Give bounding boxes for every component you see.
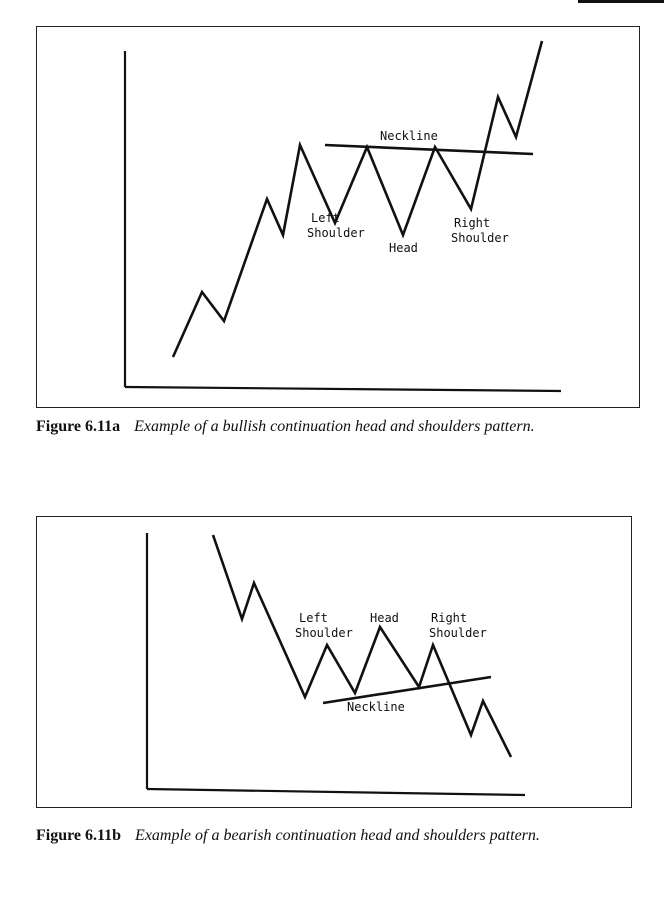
right-shoulder-label-line1: Right: [454, 216, 491, 230]
right-shoulder-label-line2: Shoulder: [451, 231, 509, 245]
price-line: [173, 41, 542, 357]
figure-6-11b-caption: [36, 826, 646, 845]
price-line: [213, 535, 511, 757]
neckline-label: Neckline: [347, 700, 405, 714]
right-shoulder-label-line1: Right: [431, 611, 468, 625]
figure-6-11b-diagram: [37, 517, 633, 809]
x-axis: [125, 387, 561, 391]
page-top-rule: [578, 0, 664, 3]
head-label: Head: [389, 241, 418, 255]
figure-6-11a: [36, 26, 640, 408]
caption-text: Example of a bearish continuation head and shoulders pattern.: [135, 827, 540, 844]
head-label: Head: [370, 611, 399, 625]
neckline: [325, 145, 533, 154]
caption-text: Example of a bullish continuation head and shoulders pattern.: [134, 418, 535, 435]
caption-number: Figure 6.11a: [36, 418, 121, 435]
caption-number: Figure 6.11b: [36, 827, 122, 844]
left-shoulder-label-line1: Left: [311, 211, 340, 225]
x-axis: [147, 789, 525, 795]
left-shoulder-label-line1: Left: [299, 611, 328, 625]
figure-6-11a-caption: [36, 417, 646, 436]
left-shoulder-label-line2: Shoulder: [307, 226, 365, 240]
left-shoulder-label-line2: Shoulder: [295, 626, 353, 640]
figure-6-11b: [36, 516, 632, 808]
figure-6-11a-diagram: [37, 27, 641, 409]
right-shoulder-label-line2: Shoulder: [429, 626, 487, 640]
neckline-label: Neckline: [380, 129, 438, 143]
